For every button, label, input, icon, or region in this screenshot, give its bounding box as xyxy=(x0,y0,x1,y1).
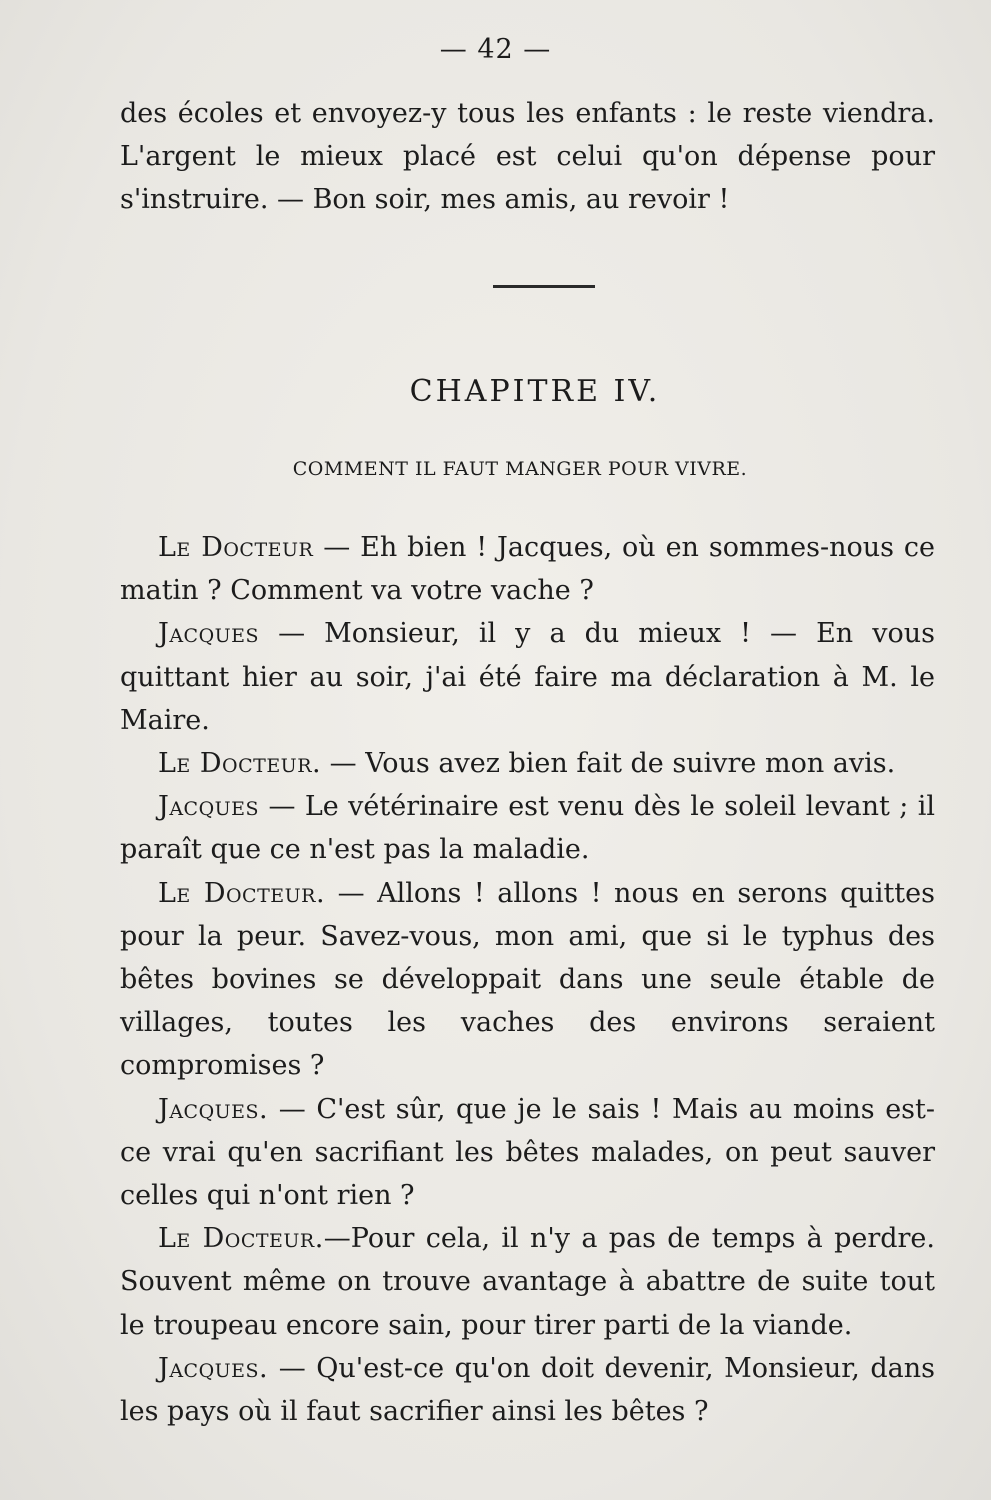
dialogue-line xyxy=(120,1088,935,1218)
speaker-name: Le Docteur. xyxy=(158,1223,324,1255)
dialogue-line xyxy=(120,872,935,1088)
dialogue-section xyxy=(120,526,935,1433)
dialogue-text: — Qu'est-ce qu'on doit devenir, Monsieur, dans les pays où il faut sacrifier ainsi les bêtes ? xyxy=(120,1352,935,1428)
section-divider xyxy=(493,285,595,288)
dialogue-line xyxy=(120,1347,935,1433)
speaker-name: Jacques xyxy=(158,791,260,823)
chapter-title: CHAPITRE IV. xyxy=(409,374,661,409)
dialogue-text: — C'est sûr, que je le sais ! Mais au moins est-ce vrai qu'en sacrifiant les bêtes malades, on peut sauver celles qui n'ont rien ? xyxy=(120,1093,935,1212)
dialogue-line xyxy=(120,526,935,612)
dialogue-text: — Vous avez bien fait de suivre mon avis. xyxy=(321,748,896,780)
intro-paragraph xyxy=(120,92,935,222)
dialogue-text: — Eh bien ! Jacques, où en sommes-nous ce matin ? Comment va votre vache ? xyxy=(120,532,935,607)
speaker-name: Le Docteur xyxy=(158,532,314,563)
dialogue-line xyxy=(120,742,935,785)
dialogue-line xyxy=(120,612,935,742)
speaker-name: Jacques xyxy=(158,618,260,650)
dialogue-text: — Allons ! allons ! nous en serons quittes pour la peur. Savez-vous, mon ami, que si le typhus des bêtes bovines se développait dans une seule étable de villages, toutes les vaches des environs seraient compromises ? xyxy=(120,877,935,1082)
dialogue-text: —Pour cela, il n'y a pas de temps à perdre. Souvent même on trouve avantage à abattre de suite tout le troupeau encore sain, pour tirer parti de la viande. xyxy=(120,1223,935,1341)
dialogue-line xyxy=(120,785,935,871)
chapter-subtitle: COMMENT IL FAUT MANGER POUR VIVRE. xyxy=(292,458,748,480)
speaker-name: Le Docteur. xyxy=(158,877,326,909)
page-number: — 42 — xyxy=(439,34,552,65)
intro-text: des écoles et envoyez-y tous les enfants : le reste viendra. L'argent le mieux placé est celui qu'on dépense pour s'instruire. — Bon soir, mes amis, au revoir ! xyxy=(120,98,935,216)
speaker-name: Le Docteur. xyxy=(158,748,322,780)
dialogue-line xyxy=(120,1217,935,1347)
dialogue-text: — Monsieur, il y a du mieux ! — En vous quittant hier au soir, j'ai été faire ma déclaration à M. le Maire. xyxy=(120,618,935,736)
speaker-name: Jacques. xyxy=(158,1352,269,1384)
speaker-name: Jacques. xyxy=(158,1093,269,1125)
dialogue-text: — Le vétérinaire est venu dès le soleil levant ; il paraît que ce n'est pas la maladie. xyxy=(120,791,935,866)
